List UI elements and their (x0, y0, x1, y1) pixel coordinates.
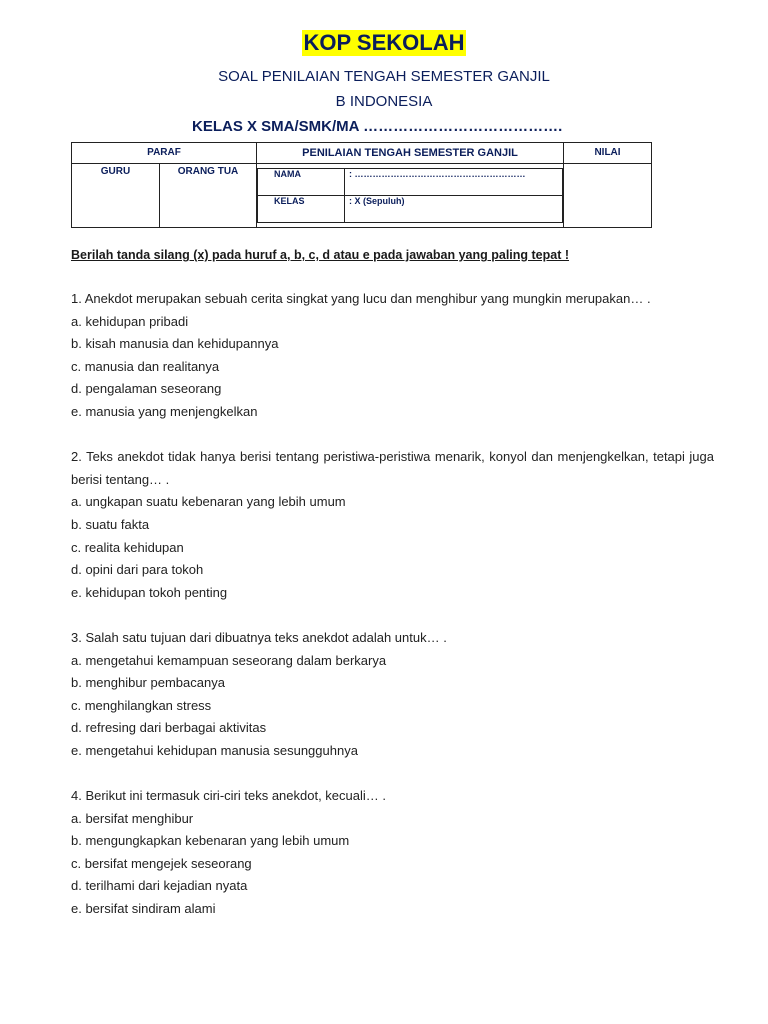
option-a[interactable]: a. bersifat menghibur (71, 810, 194, 826)
pts-header: PENILAIAN TENGAH SEMESTER GANJIL (257, 143, 564, 164)
question-stem: 2. Teks anekdot tidak hanya berisi tentang peristiwa-peristiwa menarik, konyol dan menjengkelkan, tetapi juga berisi tentang… . (71, 449, 714, 487)
option-b[interactable]: b. mengungkapkan kebenaran yang lebih umum (71, 833, 350, 849)
kop-header (0, 30, 768, 56)
question-2 (71, 446, 714, 604)
questions-list (71, 288, 714, 943)
guru-label: GURU (100, 166, 131, 177)
option-e[interactable]: e. kehidupan tokoh penting (71, 584, 228, 600)
nama-label: NAMA (258, 169, 345, 196)
option-e[interactable]: e. bersifat sindiram alami (71, 901, 216, 917)
question-4 (71, 785, 714, 921)
question-stem: 1. Anekdot merupakan sebuah cerita singkat yang lucu dan menghibur yang mungkin merupakan… . (71, 291, 651, 306)
guru-signature-cell (72, 164, 160, 228)
identity-cell (257, 164, 564, 228)
option-c[interactable]: c. bersifat mengejek seseorang (71, 855, 252, 871)
question-stem: 4. Berikut ini termasuk ciri-ciri teks anekdot, kecuali… . (71, 788, 386, 804)
exam-title: SOAL PENILAIAN TENGAH SEMESTER GANJIL (218, 68, 550, 85)
option-d[interactable]: d. terilhami dari kejadian nyata (71, 878, 248, 894)
option-b[interactable]: b. menghibur pembacanya (71, 675, 225, 691)
instruction-text: Berilah tanda silang (x) pada huruf a, b, c, d atau e pada jawaban yang paling tepat ! (71, 248, 570, 262)
option-c[interactable]: c. manusia dan realitanya (71, 358, 220, 374)
option-a[interactable]: a. kehidupan pribadi (71, 313, 189, 329)
option-d[interactable]: d. refresing dari berbagai aktivitas (71, 720, 267, 736)
option-c[interactable]: c. realita kehidupan (71, 539, 184, 555)
option-d[interactable]: d. pengalaman seseorang (71, 381, 222, 397)
option-a[interactable]: a. mengetahui kemampuan seseorang dalam berkarya (71, 652, 387, 668)
kelas-label: KELAS (258, 196, 345, 223)
option-b[interactable]: b. suatu fakta (71, 516, 150, 532)
question-stem: 3. Salah satu tujuan dari dibuatnya teks anekdot adalah untuk… . (71, 629, 447, 645)
question-1 (71, 288, 714, 424)
kop-sekolah-title: KOP SEKOLAH (303, 30, 465, 55)
option-e[interactable]: e. manusia yang menjengkelkan (71, 403, 258, 419)
nilai-header: NILAI (564, 143, 652, 164)
identity-fields (257, 168, 563, 223)
option-e[interactable]: e. mengetahui kehidupan manusia sesungguhnya (71, 742, 358, 758)
nilai-cell (564, 164, 652, 228)
option-b[interactable]: b. kisah manusia dan kehidupannya (71, 336, 279, 352)
class-line: KELAS X SMA/SMK/MA …………………………………. (192, 118, 563, 135)
question-3 (71, 627, 714, 763)
orang-tua-signature-cell (160, 164, 257, 228)
orang-tua-label: ORANG TUA (177, 166, 239, 177)
student-info-table (71, 142, 652, 228)
option-d[interactable]: d. opini dari para tokoh (71, 562, 204, 578)
subject-title: B INDONESIA (335, 93, 433, 110)
nama-field[interactable]: : ………………………………………………… (345, 169, 563, 196)
option-a[interactable]: a. ungkapan suatu kebenaran yang lebih umum (71, 494, 346, 510)
paraf-header: PARAF (72, 143, 257, 164)
option-c[interactable]: c. menghilangkan stress (71, 697, 212, 713)
kelas-field: : X (Sepuluh) (345, 196, 563, 223)
